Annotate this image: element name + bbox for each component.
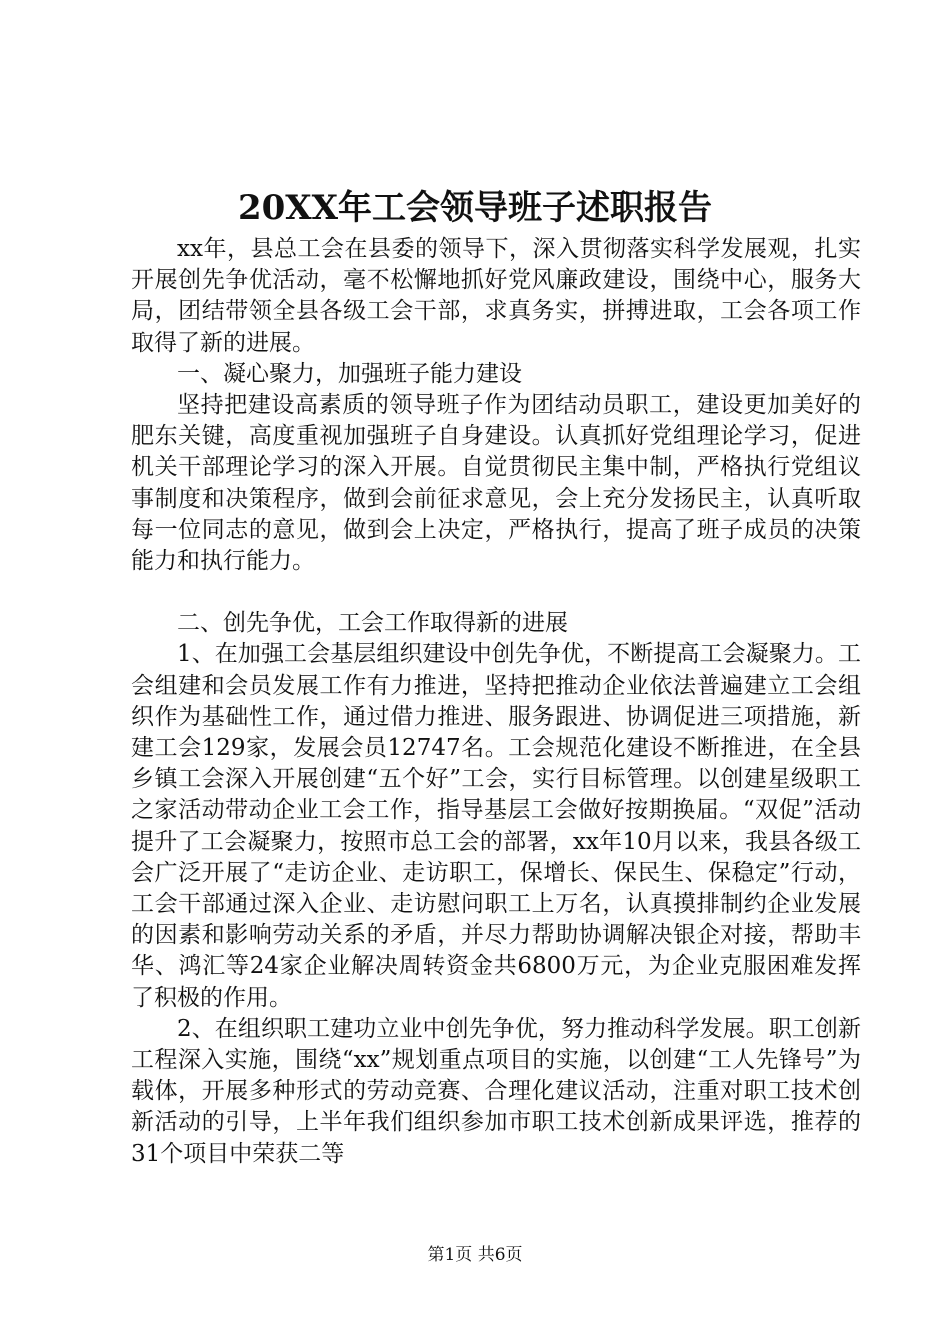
document-title: 20XX年工会领导班子述职报告 [237, 188, 713, 228]
document-body [131, 234, 861, 1170]
section-1-paragraph: 坚持把建设高素质的领导班子作为团结动员职工，建设更加美好的肥东关键，高度重视加强班子自身建设。认真抓好党组理论学习，促进机关干部理论学习的深入开展。自觉贯彻民主集中制，严格执行党组议事制度和决策程序，做到会前征求意见，会上充分发扬民主，认真听取每一位同志的意见，做到会上决定，严格执行，提高了班子成员的决策能力和执行能力。 [131, 392, 861, 575]
page-number-footer: 第1页 共6页 [427, 1245, 523, 1265]
intro-paragraph: xx年，县总工会在县委的领导下，深入贯彻落实科学发展观，扎实开展创先争优活动，毫不松懈地抓好党风廉政建设，围绕中心，服务大局，团结带领全县各级工会干部，求真务实，拼搏进取，工会各项工作取得了新的进展。 [131, 236, 861, 356]
section-heading-2: 二、创先争优，工会工作取得新的进展 [177, 610, 568, 637]
section-2-item-2-paragraph: 2、在组织职工建功立业中创先争优，努力推动科学发展。职工创新工程深入实施，围绕“xx”规划重点项目的实施，以创建“工人先锋号”为载体，开展多种形式的劳动竞赛、合理化建议活动，注重对职工技术创新活动的引导，上半年我们组织参加市职工技术创新成果评选，推荐的31个项目中荣获二等 [131, 1015, 861, 1167]
section-2-item-1-paragraph: 1、在加强工会基层组织建设中创先争优，不断提高工会凝聚力。工会组建和会员发展工作有力推进，坚持把推动企业依法普遍建立工会组织作为基础性工作，通过借力推进、服务跟进、协调促进三项措施，新建工会129家，发展会员12747名。工会规范化建设不断推进，在全县乡镇工会深入开展创建“五个好”工会，实行目标管理。以创建星级职工之家活动带动企业工会工作，指导基层工会做好按期换届。“双促”活动提升了工会凝聚力，按照市总工会的部署，xx年10月以来，我县各级工会广泛开展了“走访企业、走访职工，保增长、保民生、保稳定”行动，工会干部通过深入企业、走访慰问职工上万名，认真摸排制约企业发展的因素和影响劳动关系的矛盾，并尽力帮助协调解决银企对接，帮助丰华、鸿汇等24家企业解决周转资金共6800万元，为企业克服困难发挥了积极的作用。 [131, 641, 861, 1011]
section-heading-1: 一、凝心聚力，加强班子能力建设 [177, 360, 522, 387]
